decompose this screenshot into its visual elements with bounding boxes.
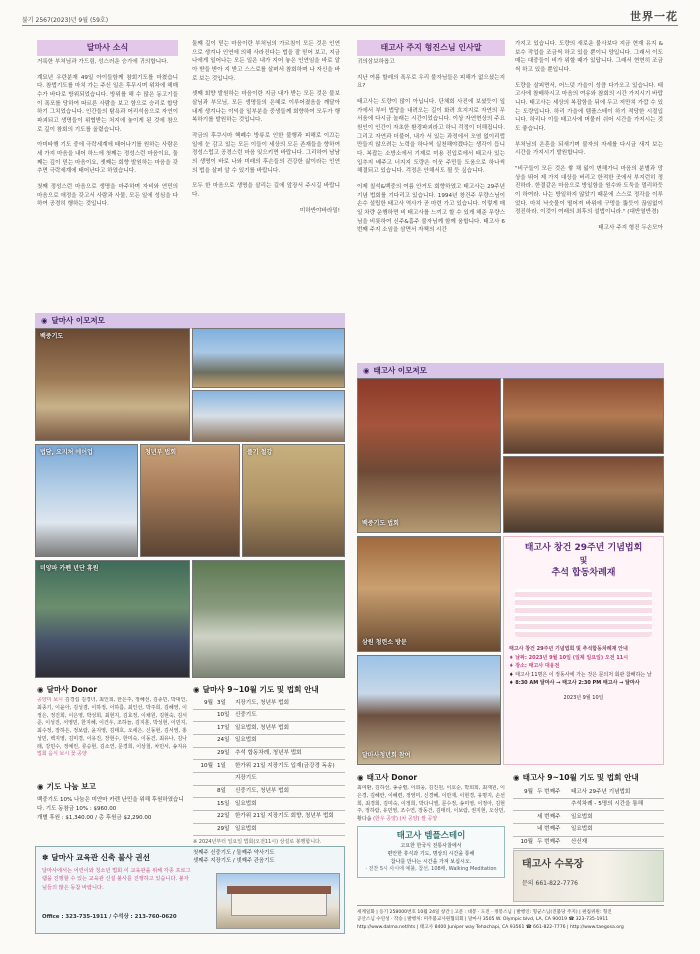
photo-caption: 백중기도 법회	[362, 519, 399, 527]
paragraph: 작금의 후쿠시마 핵폐수 방류로 인한 불행과 피해로 이끄는 일에 눈 감고 있는 모든 이들이 세상의 모든 존재들을 향하여 정성스럽고 공경스런 마음 잊으키면 바랍니다. 그리하여 남남의 생명이 바로 나와 미래의 후손들의 건강한 삶이라는 인연의 법을 살펴 알 수 있기를 바랍니다.	[192, 132, 340, 174]
taegosa-photos-band: ◉ 태고사 이모저모	[357, 363, 664, 379]
photo-caption: 청년부 법회	[145, 449, 177, 456]
table-row: 24일 일요법회	[193, 734, 345, 747]
table-row: 29일 추석 합동차례, 청년부 법회	[193, 747, 345, 760]
paragraph: "비구들이 모든 것은 쌓 채 잃이 변해가니 마음의 분별과 망상을 뛰어 제 가지 대상을 버리고 한적한 곳에서 부지런히 정진하라. 한결같은 마음으로 방일함을 원수와 도둑을 멀리하듯이 하여라. 나는 방일하지 않았기 때문에 스스로 정각을 이루었다. 마치 낙숫물이 떨어져 바위에 구멍을 뚫듯이 끊임없이 정진하라. 이것이 여래의 최후의 설법이니라." (대반열반경)	[515, 165, 663, 216]
page-header	[22, 9, 678, 26]
table-row: 17일 일요법회, 청년부 법회	[193, 722, 345, 735]
donor-names: 최여환, 김하선, 송중렬, 이희웅, 김진원, 이호순, 박희희, 최재원, 이은경, 김혜란, 이혜련, 정영미, 신경혜, 이만재, 이현경, 유명지, 손선희, 최경희, 김미숙, 이정희, 박다니엘, 문수정, 송미영, 이정아, 김현주, 정하람, 유민영, 조수연, 장동건, 김태리, 이보람, 권지현, 오상민, 황다솜	[357, 785, 505, 822]
table-row: 지장기도	[193, 772, 345, 785]
footer-line: http://www.dalma.net/hts | 태고사 8400 Juniper way Tehachapi, CA 93561 ☎ 661-822-7776 | http://www.taegosa.org	[357, 924, 624, 930]
prayer-report-body	[37, 796, 187, 822]
prayer-report-heading: ◉ 기도 나눔 보고	[37, 782, 96, 791]
lotus-icon: ✽	[42, 853, 49, 862]
photo-taegosa-baekjung	[357, 378, 501, 533]
templestay-box	[357, 826, 505, 878]
paragraph: 지난 여름 할레의 폭우로 우리 불자님들은 피해가 없으셨는지요?	[357, 74, 505, 90]
table-row: 네 번째주 일요법회	[513, 823, 664, 836]
table-row: 22일 한가위 21일 지장기도 회향, 청년부 법회	[193, 810, 345, 823]
taegosa-greeting-col1	[357, 58, 505, 333]
target-icon: ◉	[363, 366, 370, 375]
photo-caption: 법담, 요지처 에어업	[40, 449, 93, 456]
target-icon: ◉	[37, 685, 44, 694]
photo-dharma-talk	[35, 444, 138, 557]
paragraph: 부처님의 은혼을 되새기며 불자의 자세를 다시금 새겨 보는 시간을 가지시기 발원합니다.	[515, 141, 663, 157]
dalmasa-donor-list	[37, 697, 187, 765]
dalmasa-news-col1	[37, 58, 178, 308]
prayer-line: 백중기도 10% 나눔은 미얀마 카렌 난민을 위해 후원하였습니다. 기도 동참금 10% : $960.00	[37, 797, 184, 812]
templestay-body: 고요한 한국식 전통사찰에서 편안한 휴식과 기도, 명상의 시간을 통해 참나를 만나는 시간을 가져 보십시오. · 전찬 5시 사시에 예불, 참선, 108배, Walking Meditation	[365, 843, 497, 873]
footer-line: 공산스님 수연성 · 작승 | 발행처: 미주불교사원협의회 | 달마사 3505 W. Olympic blvd, LA, CA 90019 ☎ 323-735-1911	[357, 917, 609, 923]
dalmasa-photos-band: ◉ 달마사 이모저모	[35, 313, 345, 329]
education-body: 달마사에서는 어린이와 청소년 법회 이 교육관을 위해 각종 프로그램을 진행할 수 있는 교육관 신설 불사를 진행하고 있습니다. 불자님들의 많은 동참 바랍니다.	[42, 868, 191, 891]
table-row: 10월 1일 한가위 21일 지장기도 입재(금강경 독송)	[193, 760, 345, 773]
poster-details	[509, 645, 658, 702]
poster-date: 2023년 9월 10일	[563, 694, 604, 701]
target-icon: ◉	[357, 773, 364, 782]
forest-burial-title: 태고사 수목장	[522, 859, 584, 870]
donor-highlight: 법회 음식 보시	[37, 751, 70, 758]
poster-row: ♦ 태고사 11명은 이 정동사에 가는 것은 문의처 회관 참배하는 날	[509, 671, 652, 678]
paragraph: 이제 칠석&백중의 여름 안거도 회향하였고 태고사는 29주년 기념 법회를 기다리고 있습니다. 1994년 창건주 무량스님이 손수 설립한 태고사 역사가 곧 마련 가고 있습니다. 이렇게 매일 차량 운행하면 비 태고사를 느끼고 할 수 있게 해준 무량스님을 비롯하여 신주&흠주 불자님께 함께 움합니다. 태고사 6번째 주지 소임을 삼면서 자책의 시간	[357, 183, 505, 234]
taegosa-schedule-table	[513, 786, 664, 849]
photo-supply-bags	[192, 560, 345, 678]
signature: 태고사 주지 형진 두손모아	[598, 224, 663, 231]
donor-names: 김경섭 김경녀, 최인희, 한은주, 정혜선, 김종민, 박대인, 최종기, 이윤아, 김성겸, 이하정, 이하름, 최인선, 박주희, 김혜영, 이정은, 정진희, 이은영, 박성희, 최현지, 김효정, 이채원, 김현숙, 김서준, 이성진, 서영민, 한지혜, 이건우, 조하늘, 김지훈, 박성현, 이민지, 최수정, 장하은, 정보람, 윤지영, 김태호, 오세은, 신동현, 김서영, 홍성민, 백지영, 김미경, 이유진, 장현수, 한미숙, 이동건, 최유나, 김나래, 강민수, 정예린, 류승현, 김소연, 문경희, 이상철, 차민서, 송지유	[37, 697, 187, 750]
schedule-footer: 셋째주 지장기도 / 넷째주 관음기도	[193, 858, 275, 865]
photo-taegosa-hall-1	[503, 378, 664, 454]
taegosa-donor-list	[357, 785, 505, 823]
photo-caption: 미양파 카펜 년단 휴원	[40, 565, 99, 572]
paragraph: 귀의삼보하옵고	[357, 59, 395, 65]
poster-row: ♦ 날짜: 2023년 9월 10일 (일제 일요일) 오전 11시	[509, 654, 629, 661]
paragraph: 태고사는 도량이 많이 아닙니다. 단체회 사진에 보셨듯이 잎가에서 부터 법당을 내려오는 길이 화려 흐지지로 자연의 무서움에 다시금 놀래는 시간이었습니다. 이상 자연현상의 주요 원인이 인간이 자초한 환경파괴라고 하니 걱정이 더해집니다. 그리고 자연과 더불어, 내가 서 있는 과정에서 오염 없이리럽 만들지 않으려는 노력을 하나씩 실천해야겠다는 생각이 듭니다. 복잡는 소방소에서 기제로 미용 진입로에서 태고사 있는 입추지 배주고 너지지 도량은 이웃 주민들 도움으로 하나씩 해결되고 있습니다. 걱정은 안해서도 될 듯 싶습니다.	[357, 98, 505, 175]
table-row: 추석차례 - 5명의 시간을 통해	[513, 798, 664, 811]
poster-title-sub: 추석 합동차례재	[551, 568, 616, 579]
donor-highlight: 꽃 공양	[70, 751, 87, 758]
schedule-note: ※ 2024년부터 일요일 법회(오전11시) 상설로 봉행합니다.	[193, 839, 322, 846]
education-building-image	[216, 873, 340, 929]
donor-highlight: 공양미 보시	[37, 697, 64, 703]
newspaper-logo: 世界一花	[630, 9, 678, 23]
paragraph: 계묘년 우란분재 49일 아이들함께 참회기도를 마쳤습니다. 참법기도를 마치 가는 주신 일은 후무시며 위차에 헤매수가 바다로 방위되었습니다. 방위를 해 수 많은 동고기들이 폭포를 당하여 따르른 사람을 보고 함으로 승리로 합당하기 그치었습니다. 인간들의 탐욕과 어리석음으로 자연이 파괴되고 생명들이 위협받는 처지에 놓이게 된 것에 참으로 깊이 참회의 기도를 올렸습니다.	[37, 74, 178, 133]
table-row: 15일 일요법회	[193, 798, 345, 811]
donor-highlight: 쌀 공양	[421, 816, 438, 822]
photo-caption: 풀기 철강	[247, 449, 273, 456]
taegosa-donor-heading: ◉ 태고사 Donor	[357, 773, 418, 782]
poster-title: 태고사 창건 29주년 기념법회	[524, 543, 643, 553]
paragraph: 둘째 깊이 믿는 마음이란 부처님의 가르침이 모든 것은 인연으로 생겨나 인연에 의해 사라진다는 법을 잘 믿어 보고, 지금 나에게 일어나는 모든 일은 내가 지어 놓은 인연임을 바로 알아 받들 받아 지 받고 스스로를 살펴서 참회하며 나 자신을 바로 보는 것입니다.	[192, 41, 340, 82]
paragraph: 도량을 살피면서, 어느덧 가을이 성큼 다가오고 있습니다. 태고사에 참배하시고 마음의 여유와 참회의 시간 가지시기 바랍니다. 태고사는 세상의 복잡함을 뒤에 두고 저만치 가깝 수 있는 도량입니다. 하리 가을에 템플스테이 하기 적당한 시절입니다. 하리나 이들 태고사에 머물러 쉬어 시간을 가지시는 것도 좋습니다.	[515, 82, 663, 132]
photo-gathering	[242, 444, 345, 557]
donor-highlight: (한우 공양)	[373, 816, 398, 822]
table-row: 29일 일요법회	[193, 823, 345, 836]
poster-row: ♦ 8:30 AM 달마사 → 태고사 2:30 PM 태고사 → 달마사	[509, 680, 640, 687]
education-contact: Office : 323-735-1911 / 수석상 : 213-760-0620	[42, 914, 177, 920]
photo-visit-sangwon	[357, 536, 501, 652]
table-row: 10월 두 번째주 산신재	[513, 836, 664, 849]
dalmasa-schedule-table	[193, 697, 345, 866]
photo-caption: 삼원 청련소 방문	[362, 638, 407, 646]
forest-burial-ad	[513, 850, 664, 902]
paragraph: 셋째 회향 발원하는 마음이란 지금 내가 받는 모든 것은 불보살님과 부모님, 모든 생명들의 은혜로 이루어졌음을 깨달아 내게 생겨나는 이익을 일부분을 중생들께 회향하여 모두가 행복하기를 발원하는 것입니다.	[192, 91, 340, 124]
table-row: 9월 두 번째주 태고사 29주년 기념법회	[513, 786, 664, 798]
photo-taegosa-hall-2	[503, 456, 664, 533]
target-icon: ◉	[193, 685, 200, 694]
schedule-footer: 첫째주 신중기도 / 둘째주 약사기도	[193, 849, 275, 856]
templestay-heading: 태고사 템플스테이	[396, 831, 466, 841]
poster-row: ♦ 장소: 태고사 대웅전	[509, 663, 560, 670]
paragraph: 거룩한 부처님과 가드림, 성스러운 승가에 귀의합니다.	[37, 59, 169, 65]
footer-line: 세계일화 | 등기 258000번호 10월 24일 창간 | 고문 : 대봉 · 도진 · 정봉스님 | 발행인: 형균스님(진불당 주지) | 편집위원: 형진	[357, 910, 612, 915]
paragraph: 첫째 정성스런 마음으로 생명을 마주하며 자비와 연민의 마음으로 애정을 갖고서 사람과 사물, 모든 일에 성심을 다하여 공경히 행하는 것입니다.	[37, 183, 178, 208]
target-icon: ◉	[37, 782, 44, 791]
table-row: 10일 신중기도	[193, 709, 345, 722]
table-row: 8일 신중기도, 청년부 법회	[193, 785, 345, 798]
dalmasa-donor-heading: ◉ 달마사 Donor	[37, 685, 98, 694]
photo-youth-service	[140, 444, 240, 557]
paragraph: 모두 한 마음으로 생명을 살리는 길에 앞장서 주시길 바랍니다.	[192, 183, 340, 198]
prayer-line: 개별 후원 : $1,340.00 / 총 후원금 $2,290.00	[37, 814, 152, 821]
poster-title-and: 및	[579, 555, 588, 565]
signature: 미하반야바라밀!	[299, 207, 340, 214]
publication-footer	[357, 905, 664, 931]
poster-body-text-block	[515, 589, 652, 637]
photo-myanmar-karen	[35, 560, 190, 678]
target-icon: ◉	[513, 773, 520, 782]
dalmasa-schedule-heading: ◉ 달마사 9~10월 기도 및 법회 안내	[193, 685, 319, 694]
photo-caption: 달마사청년회 참여	[362, 751, 411, 759]
education-heading: ✽ 달마사 교육관 신축 불사 권선	[42, 853, 150, 862]
issue-info: 불기 2567(2023)년 9월 (59호)	[22, 16, 109, 24]
photo-temple-exterior-1	[192, 328, 345, 388]
table-row: 9월 3일 지장기도, 청년부 법회	[193, 697, 345, 709]
anniversary-poster	[503, 536, 664, 765]
photo-temple-exterior-2	[192, 390, 345, 442]
taegosa-greeting-title: 태고사 주지 형진스님 인사말	[357, 40, 505, 56]
donor-highlight: (차 공양)	[399, 816, 420, 822]
photo-caption: 백중기도	[40, 333, 64, 340]
photo-youth-participation	[357, 655, 501, 765]
dalmasa-news-col2	[192, 40, 340, 310]
poster-row: 태고사 창건 29주년 기념법회 및 추석합동차례재 안내	[509, 646, 628, 653]
taegosa-greeting-col2	[515, 40, 663, 345]
forest-burial-phone: 문의 661-822-7776	[522, 879, 579, 887]
paragraph: 아미타행 기도 중에 극락세계에 태어나기를 원하는 사람은 세 가지 마음을 내어 하느에 첫째는 정성스런 마음이요, 둘째는 깊이 믿는 마음이요, 셋째는 회향 발원하는 마음을 갖추면 극락세계에 태어난다고 하였습니다.	[37, 142, 178, 175]
paragraph: 가지고 있습니다. 도량의 새로운 불사보다 지금 현재 유지 & 보수 작업을 조금씩 하고 있을 뿐이니 양입니다. 그래서 이도 매는 대중들이 비가 위할 때가 있답니다. 그래서 현현히 조금씩 하고 있을 뿐입니다.	[515, 41, 663, 73]
target-icon: ◉	[41, 316, 48, 325]
table-row: 세 번째주 일요법회	[513, 811, 664, 824]
dalmasa-news-title: 달마사 소식	[37, 40, 178, 56]
taegosa-schedule-heading: ◉ 태고사 9~10월 기도 및 법회 안내	[513, 773, 639, 782]
photo-baekjung-prayer	[35, 328, 190, 441]
